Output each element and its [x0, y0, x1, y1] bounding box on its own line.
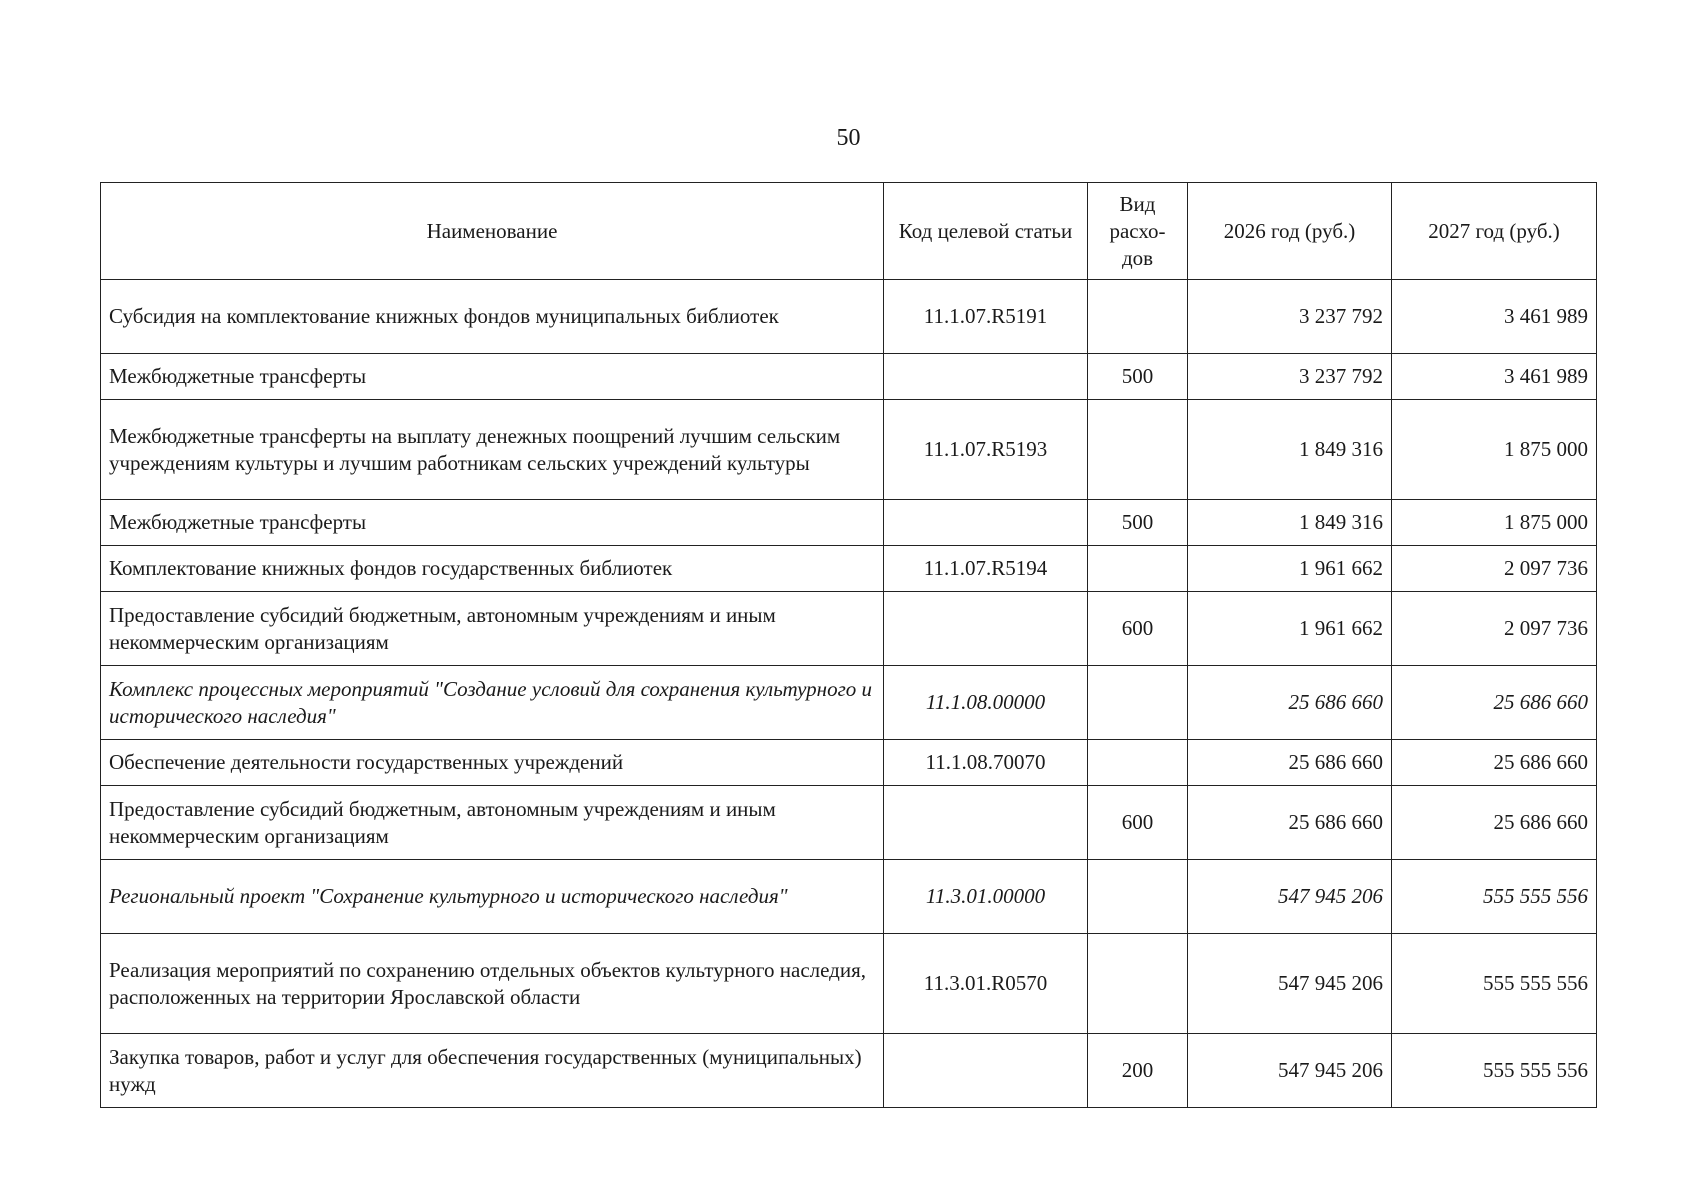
- cell-y2026: 547 945 206: [1188, 860, 1392, 934]
- cell-name: Межбюджетные трансферты: [101, 500, 884, 546]
- cell-name: Комплектование книжных фондов государственных библиотек: [101, 546, 884, 592]
- cell-y2026: 25 686 660: [1188, 740, 1392, 786]
- cell-code: 11.1.07.R5191: [884, 280, 1088, 354]
- cell-name: Обеспечение деятельности государственных учреждений: [101, 740, 884, 786]
- cell-y2026: 25 686 660: [1188, 786, 1392, 860]
- cell-y2026: 1 849 316: [1188, 400, 1392, 500]
- cell-kind: [1088, 934, 1188, 1034]
- table-row: [101, 860, 1597, 934]
- cell-y2027: 555 555 556: [1392, 860, 1597, 934]
- cell-y2027: 25 686 660: [1392, 666, 1597, 740]
- cell-kind: [1088, 400, 1188, 500]
- table-row: [101, 500, 1597, 546]
- table-row: [101, 1034, 1597, 1108]
- cell-kind: 500: [1088, 354, 1188, 400]
- header-code: Код целевой статьи: [884, 183, 1088, 280]
- cell-y2027: 25 686 660: [1392, 740, 1597, 786]
- cell-kind: 200: [1088, 1034, 1188, 1108]
- cell-y2026: 1 961 662: [1188, 592, 1392, 666]
- cell-kind: [1088, 860, 1188, 934]
- cell-y2027: 3 461 989: [1392, 280, 1597, 354]
- cell-y2027: 3 461 989: [1392, 354, 1597, 400]
- cell-y2026: 25 686 660: [1188, 666, 1392, 740]
- cell-y2026: 3 237 792: [1188, 280, 1392, 354]
- page-number: 50: [836, 125, 861, 151]
- cell-kind: 600: [1088, 592, 1188, 666]
- cell-code: [884, 500, 1088, 546]
- cell-code: [884, 1034, 1088, 1108]
- header-2027: 2027 год (руб.): [1392, 183, 1597, 280]
- budget-table: [100, 182, 1597, 1108]
- cell-name: Закупка товаров, работ и услуг для обеспечения государственных (муниципальных) нужд: [101, 1034, 884, 1108]
- cell-kind: [1088, 546, 1188, 592]
- table-row: [101, 546, 1597, 592]
- cell-y2027: 25 686 660: [1392, 786, 1597, 860]
- cell-code: [884, 354, 1088, 400]
- table-row: [101, 280, 1597, 354]
- cell-y2027: 1 875 000: [1392, 400, 1597, 500]
- cell-code: [884, 786, 1088, 860]
- cell-code: 11.3.01.R0570: [884, 934, 1088, 1034]
- cell-name: Межбюджетные трансферты: [101, 354, 884, 400]
- cell-name: Комплекс процессных мероприятий "Создание условий для сохранения культурного и исторического наследия": [101, 666, 884, 740]
- cell-code: 11.1.08.70070: [884, 740, 1088, 786]
- header-2026: 2026 год (руб.): [1188, 183, 1392, 280]
- cell-y2027: 555 555 556: [1392, 1034, 1597, 1108]
- table-row: [101, 786, 1597, 860]
- header-name: Наименование: [101, 183, 884, 280]
- cell-kind: [1088, 666, 1188, 740]
- table-row: [101, 666, 1597, 740]
- cell-name: Субсидия на комплектование книжных фондов муниципальных библиотек: [101, 280, 884, 354]
- cell-code: 11.1.07.R5193: [884, 400, 1088, 500]
- table-row: [101, 400, 1597, 500]
- cell-code: 11.3.01.00000: [884, 860, 1088, 934]
- cell-y2026: 547 945 206: [1188, 1034, 1392, 1108]
- cell-y2026: 547 945 206: [1188, 934, 1392, 1034]
- table-row: [101, 740, 1597, 786]
- cell-kind: 500: [1088, 500, 1188, 546]
- cell-y2027: 2 097 736: [1392, 546, 1597, 592]
- cell-kind: [1088, 740, 1188, 786]
- table-row: [101, 592, 1597, 666]
- cell-y2027: 1 875 000: [1392, 500, 1597, 546]
- cell-code: 11.1.08.00000: [884, 666, 1088, 740]
- cell-name: Предоставление субсидий бюджетным, автономным учреждениям и иным некоммерческим организациям: [101, 786, 884, 860]
- cell-kind: [1088, 280, 1188, 354]
- cell-name: Межбюджетные трансферты на выплату денежных поощрений лучшим сельским учреждениям культуры и лучшим работникам сельских учреждений культуры: [101, 400, 884, 500]
- cell-code: 11.1.07.R5194: [884, 546, 1088, 592]
- cell-code: [884, 592, 1088, 666]
- cell-y2026: 1 961 662: [1188, 546, 1392, 592]
- cell-y2026: 3 237 792: [1188, 354, 1392, 400]
- cell-y2027: 2 097 736: [1392, 592, 1597, 666]
- cell-y2027: 555 555 556: [1392, 934, 1597, 1034]
- cell-name: Реализация мероприятий по сохранению отдельных объектов культурного наследия, расположенных на территории Ярославской области: [101, 934, 884, 1034]
- header-row: [101, 183, 1597, 280]
- cell-y2026: 1 849 316: [1188, 500, 1392, 546]
- table-row: [101, 354, 1597, 400]
- cell-kind: 600: [1088, 786, 1188, 860]
- header-kind: Вид расхо-дов: [1088, 183, 1188, 280]
- cell-name: Региональный проект "Сохранение культурного и исторического наследия": [101, 860, 884, 934]
- cell-name: Предоставление субсидий бюджетным, автономным учреждениям и иным некоммерческим организациям: [101, 592, 884, 666]
- table-row: [101, 934, 1597, 1034]
